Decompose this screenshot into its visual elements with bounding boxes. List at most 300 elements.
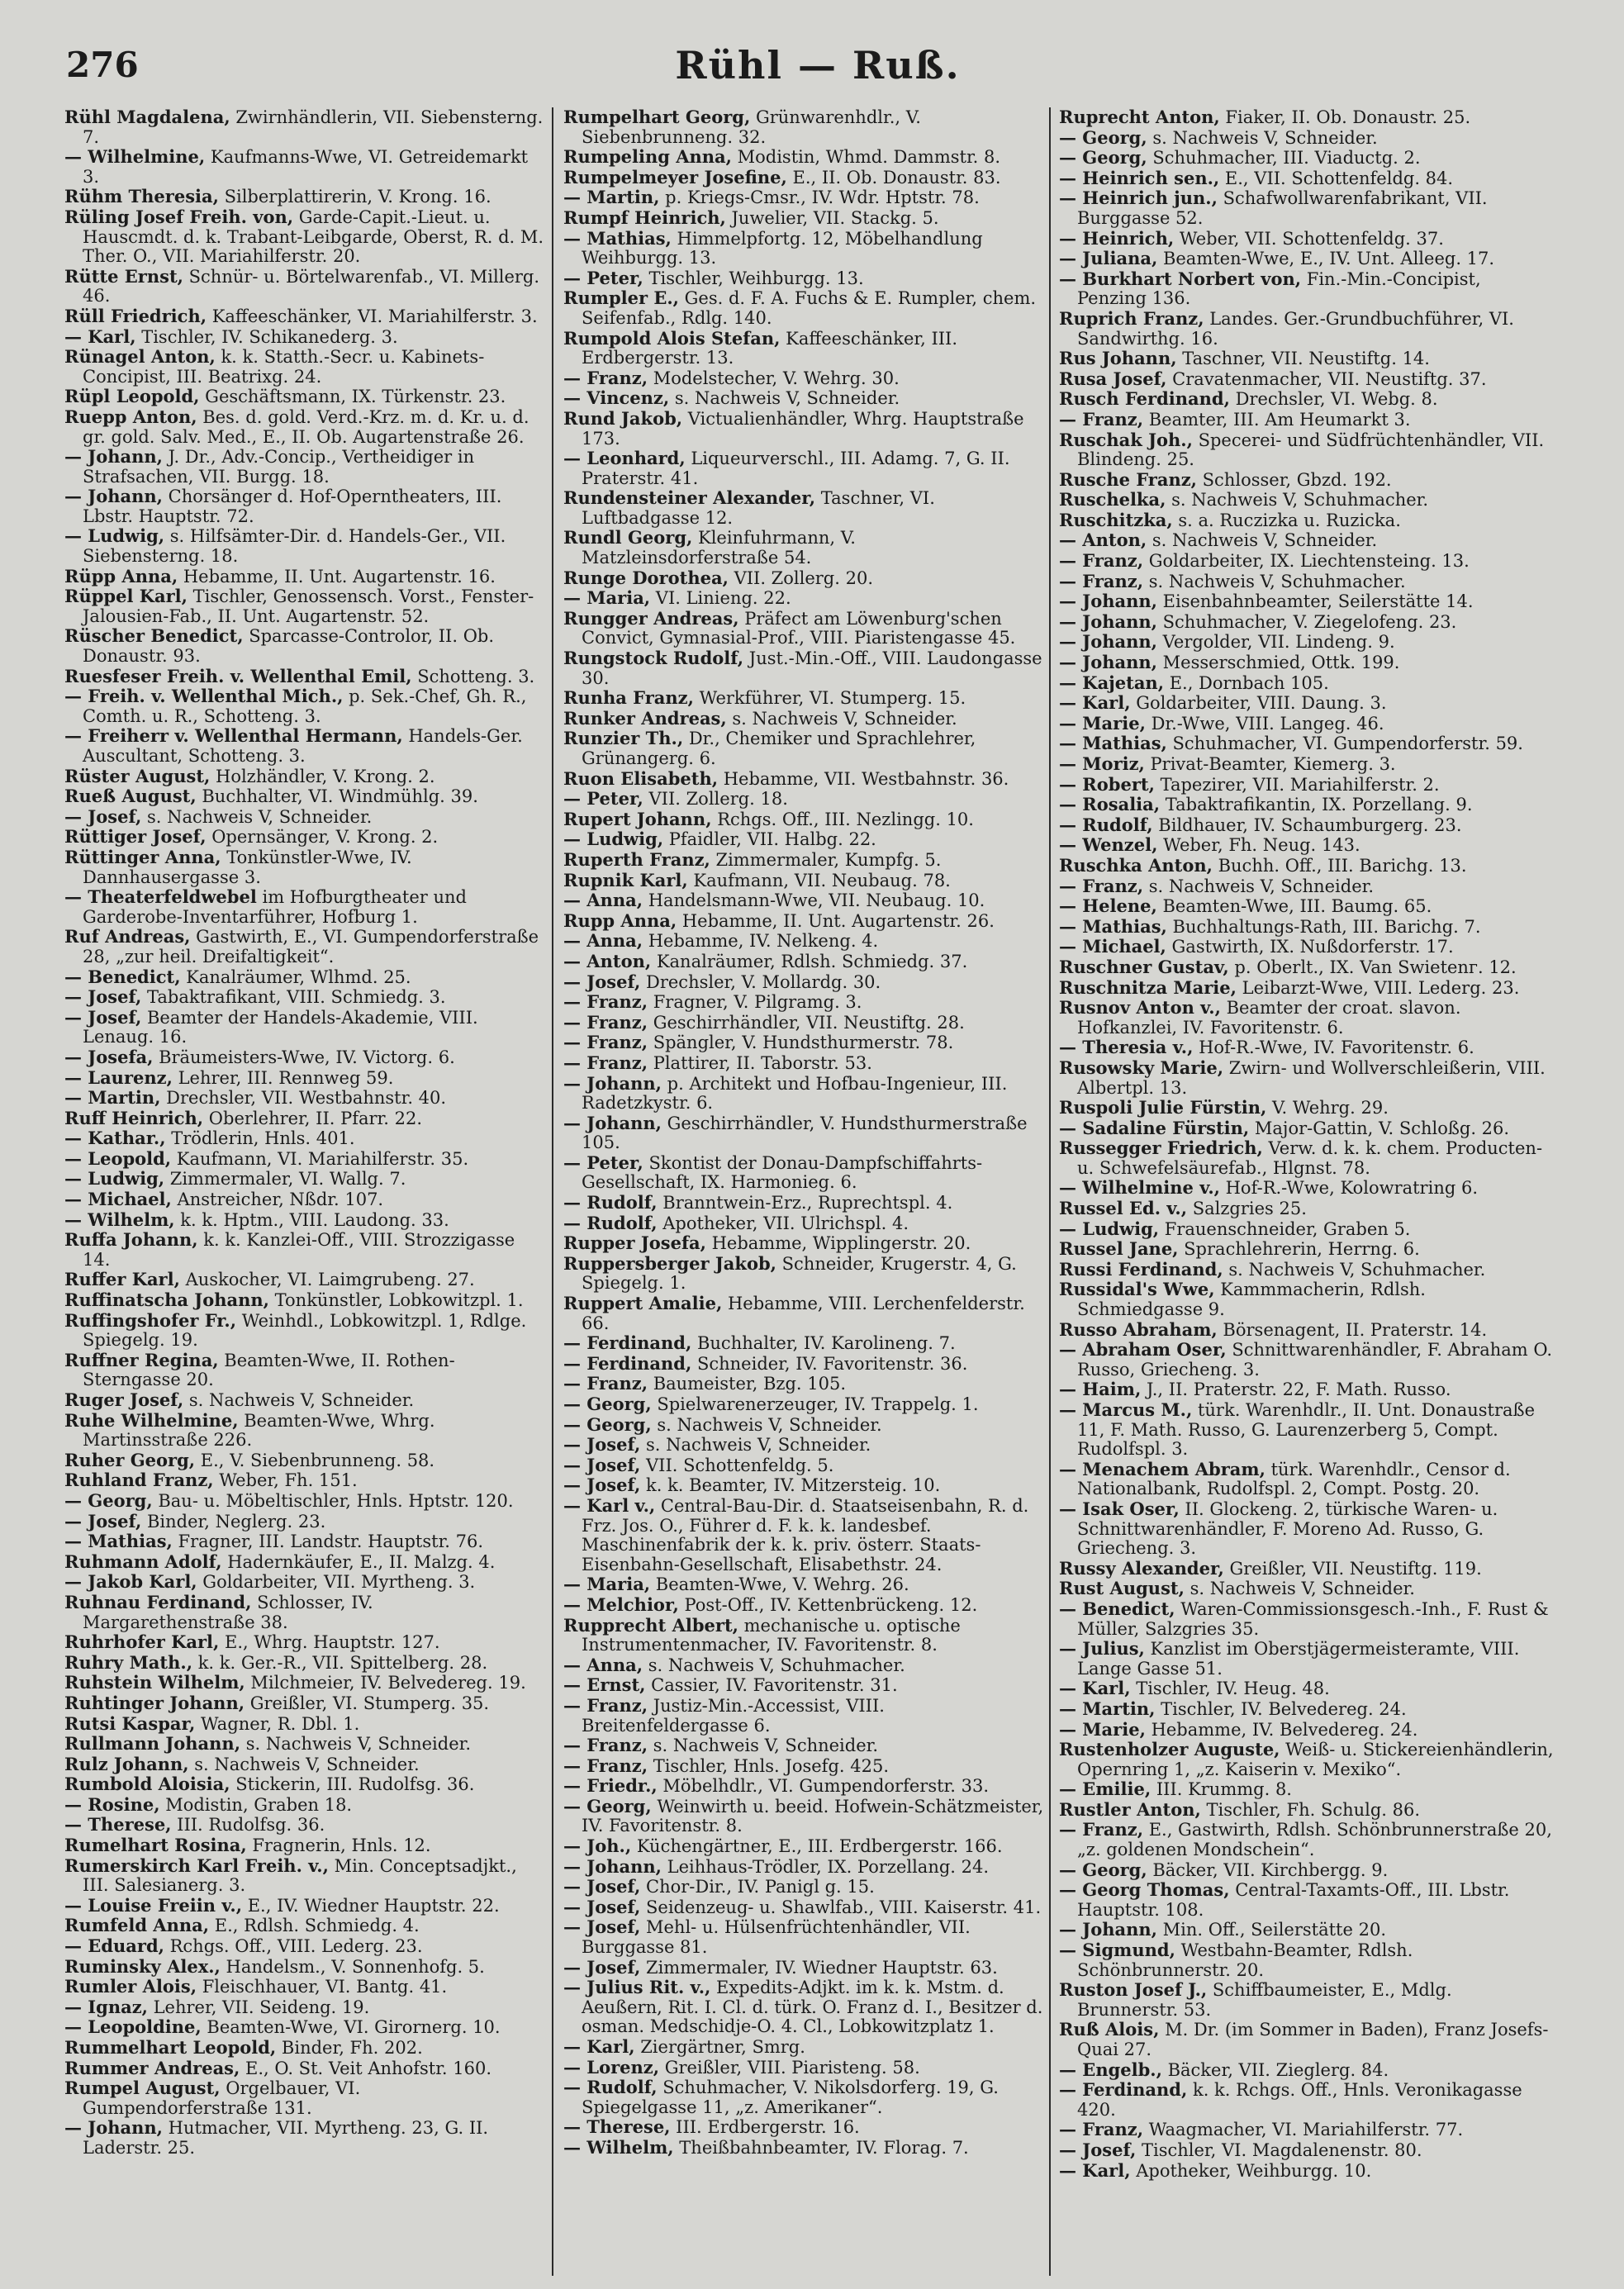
entry-name: Ruesfeser Freih. v. Wellenthal Emil, bbox=[64, 665, 412, 686]
directory-entry bbox=[64, 107, 548, 147]
entry-name: Ruschka Anton, bbox=[1059, 854, 1213, 876]
entry-name: — Georg, bbox=[563, 1394, 652, 1414]
entry-name: Rüll Friedrich, bbox=[64, 305, 207, 326]
entry-name: — Franz, bbox=[563, 1755, 648, 1776]
directory-entry bbox=[563, 1574, 1047, 1595]
entry-name: — Rudolf, bbox=[1059, 814, 1153, 835]
entry-name: — Leonhard, bbox=[563, 448, 686, 469]
entry-name: — Michael, bbox=[1059, 936, 1166, 957]
directory-entry bbox=[64, 1856, 548, 1896]
entry-details: Tabaktrafikantin, IX. Porzellang. 9. bbox=[1160, 795, 1473, 815]
directory-entry bbox=[563, 1114, 1047, 1153]
entry-name: Rusche Franz, bbox=[1059, 468, 1197, 490]
entry-details: Zimmermaler, IV. Wiedner Hauptstr. 63. bbox=[640, 1957, 998, 1978]
directory-entry bbox=[563, 329, 1047, 368]
entry-name: — Ferdinand, bbox=[563, 1332, 692, 1354]
directory-entry bbox=[563, 1776, 1047, 1797]
directory-entry bbox=[64, 626, 548, 666]
entry-details: Kaffeeschänker, VI. Mariahilferstr. 3. bbox=[207, 306, 538, 326]
directory-entry bbox=[563, 648, 1047, 688]
entry-name: Ruhtinger Johann, bbox=[64, 1692, 245, 1713]
directory-entry bbox=[563, 1374, 1047, 1394]
directory-entry bbox=[563, 1153, 1047, 1193]
entry-details: Milchmeier, IV. Belvedereg. 19. bbox=[245, 1673, 526, 1693]
directory-entry bbox=[563, 268, 1047, 289]
entry-details: Hof-R.-Wwe, Kolowratring 6. bbox=[1219, 1178, 1478, 1199]
directory-entry bbox=[64, 1411, 548, 1451]
directory-entry bbox=[563, 1354, 1047, 1375]
directory-entry bbox=[64, 207, 548, 267]
running-head: Rühl — Ruß. bbox=[675, 43, 961, 88]
entry-details: Tischler, VI. Magdalenenstr. 80. bbox=[1136, 2139, 1422, 2160]
directory-entry bbox=[64, 1957, 548, 1978]
entry-details: Chorsänger d. Hof-Operntheaters, III. Lbstr. Hauptstr. 72. bbox=[83, 487, 502, 526]
entry-name: — Franz, bbox=[563, 1694, 648, 1716]
directory-entry bbox=[563, 1435, 1047, 1456]
directory-entry bbox=[563, 1496, 1047, 1574]
entry-details: Tischler, Genossensch. Vorst., Fenster-Jalousien-Fab., II. Unt. Augartenstr. 52. bbox=[83, 586, 534, 626]
entry-name: — Wilhelm, bbox=[64, 1209, 175, 1230]
entry-name: — Josef, bbox=[563, 1896, 641, 1917]
entry-details: Beamten-Wwe, II. Rothen-Sterngasse 20. bbox=[83, 1350, 455, 1390]
entry-name: — Josef, bbox=[563, 1434, 641, 1456]
entry-details: s. a. Ruczizka u. Ruzicka. bbox=[1172, 510, 1401, 530]
entry-name: — Georg, bbox=[563, 1413, 652, 1435]
entry-details: Tischler, IV. Heug. 48. bbox=[1130, 1679, 1330, 1699]
entry-details: Sparcasse-Controlor, II. Ob. Donaustr. 93. bbox=[83, 626, 495, 667]
directory-entry bbox=[563, 2058, 1047, 2078]
entry-name: — Mathias, bbox=[64, 1531, 173, 1552]
directory-entry bbox=[563, 931, 1047, 952]
directory-entry bbox=[563, 1857, 1047, 1878]
entry-name: Ruppert Amalie, bbox=[563, 1293, 723, 1314]
entry-details: Tabaktrafikant, VIII. Schmiedg. 3. bbox=[141, 987, 446, 1008]
directory-entry bbox=[563, 1053, 1047, 1074]
entry-name: Runker Andreas, bbox=[563, 707, 727, 729]
entry-name: Ruschelka, bbox=[1059, 489, 1166, 511]
entry-name: Rustenholzer Auguste, bbox=[1059, 1739, 1280, 1760]
directory-entry bbox=[563, 168, 1047, 188]
entry-name: — Franz, bbox=[1059, 2119, 1144, 2140]
entry-details: s. Nachweis V, Schuhmacher. bbox=[1143, 571, 1406, 591]
directory-entry bbox=[1059, 128, 1555, 149]
entry-details: Just.-Min.-Off., VIII. Laudongasse 30. bbox=[582, 648, 1042, 688]
entry-name: — Josef, bbox=[563, 1956, 641, 1978]
entry-name: — Johann, bbox=[64, 446, 163, 468]
entry-details: Handels-Ger. Auscultant, Schotteng. 3. bbox=[83, 726, 523, 766]
entry-name: — Peter, bbox=[563, 788, 643, 810]
directory-entry bbox=[64, 686, 548, 726]
directory-entry bbox=[563, 1233, 1047, 1254]
directory-entry bbox=[64, 267, 548, 306]
directory-entry bbox=[563, 890, 1047, 911]
entry-details: Tischler, IV. Schikanederg. 3. bbox=[135, 326, 398, 347]
entry-name: Ruschnitza Marie, bbox=[1059, 976, 1237, 998]
entry-details: Verw. d. k. k. chem. Producten- u. Schwefelsäurefab., Hlgnst. 78. bbox=[1077, 1138, 1543, 1178]
directory-entry bbox=[563, 1013, 1047, 1033]
entry-name: — Franz, bbox=[563, 1373, 648, 1394]
directory-entry bbox=[1059, 693, 1555, 714]
directory-entry bbox=[1059, 1280, 1555, 1319]
entry-name: — Laurenz, bbox=[64, 1066, 173, 1088]
entry-details: Schotteng. 3. bbox=[411, 666, 535, 686]
entry-details: k. k. Hptm., VIII. Laudong. 33. bbox=[174, 1209, 449, 1230]
entry-details: Weinwirth u. beeid. Hofwein-Schätzmeister, IV. Favoritenstr. 8. bbox=[582, 1796, 1044, 1836]
entry-name: — Kajetan, bbox=[1059, 672, 1165, 693]
directory-entry bbox=[1059, 249, 1555, 269]
directory-entry bbox=[64, 2059, 548, 2079]
entry-name: — Franz, bbox=[563, 367, 648, 388]
directory-entry bbox=[563, 388, 1047, 409]
entry-details: Lehrer, VII. Seideng. 19. bbox=[147, 1997, 370, 2017]
entry-details: Beamter der Handels-Akademie, VIII. Lenaug. 16. bbox=[83, 1007, 478, 1047]
entry-name: Rüttiger Josef, bbox=[64, 826, 207, 848]
directory-entry bbox=[64, 347, 548, 387]
directory-entry bbox=[563, 188, 1047, 208]
entry-details: Waren-Commissionsgesch.-Inh., F. Rust & Müller, Salzgries 35. bbox=[1077, 1598, 1549, 1639]
entry-details: VI. Linieng. 22. bbox=[650, 588, 791, 609]
entry-details: Geschirrhändler, V. Hundsthurmerstraße 105. bbox=[582, 1113, 1028, 1153]
entry-details: E., IV. Wiedner Hauptstr. 22. bbox=[242, 1895, 500, 1916]
entry-name: — Kathar., bbox=[64, 1128, 166, 1149]
entry-details: Trödlerin, Hnls. 401. bbox=[165, 1128, 355, 1149]
entry-details: s. Nachweis V, Schneider. bbox=[183, 1390, 415, 1410]
directory-entry bbox=[1059, 2140, 1555, 2161]
entry-details: Schnittwarenhändler, F. Abraham O. Russo, Griecheng. 3. bbox=[1077, 1340, 1553, 1380]
directory-entry bbox=[64, 407, 548, 447]
entry-details: Greißler, VII. Neustiftg. 119. bbox=[1223, 1558, 1482, 1579]
directory-entry bbox=[1059, 876, 1555, 897]
entry-name: — Martin, bbox=[1059, 1698, 1156, 1719]
entry-name: Rüppel Karl, bbox=[64, 586, 188, 607]
entry-details: Branntwein-Erz., Ruprechtspl. 4. bbox=[657, 1193, 953, 1213]
entry-details: Kanalräumer, Wlhmd. 25. bbox=[180, 966, 411, 987]
entry-name: — Josef, bbox=[1059, 2139, 1137, 2160]
entry-name: — Michael, bbox=[64, 1189, 172, 1210]
directory-entry bbox=[1059, 998, 1555, 1038]
directory-entry bbox=[1059, 1740, 1555, 1779]
directory-entry bbox=[64, 1552, 548, 1573]
directory-entry bbox=[563, 972, 1047, 993]
entry-details: Goldarbeiter, VII. Myrtheng. 3. bbox=[197, 1572, 476, 1593]
entry-name: — Karl, bbox=[563, 2036, 635, 2057]
directory-entry bbox=[64, 767, 548, 787]
directory-entry bbox=[64, 327, 548, 348]
entry-details: Bes. d. gold. Verd.-Krz. m. d. Kr. u. d. gr. gold. Salv. Med., E., II. Ob. Augartenstraße 26. bbox=[83, 406, 529, 447]
entry-details: Werkführer, VI. Stumperg. 15. bbox=[693, 688, 966, 709]
entry-name: Russi Ferdinand, bbox=[1059, 1258, 1223, 1280]
entry-details: E., Dornbach 105. bbox=[1164, 672, 1329, 693]
entry-name: — Franz, bbox=[563, 1032, 648, 1053]
directory-entry bbox=[563, 1877, 1047, 1897]
entry-name: Rupp Anna, bbox=[563, 909, 677, 931]
entry-name: — Peter, bbox=[563, 267, 643, 288]
entry-name: — Sigmund, bbox=[1059, 1940, 1175, 1961]
entry-name: — Franz, bbox=[1059, 550, 1144, 572]
directory-entry bbox=[1059, 1199, 1555, 1219]
entry-details: Taschner, VII. Neustiftg. 14. bbox=[1176, 349, 1430, 369]
entry-details: Kaufmann, VI. Mariahilferstr. 35. bbox=[171, 1148, 469, 1169]
directory-entry bbox=[1059, 169, 1555, 189]
directory-entry bbox=[64, 586, 548, 626]
directory-entry bbox=[1059, 1559, 1555, 1579]
directory-entry bbox=[64, 306, 548, 327]
entry-name: — Vincenz, bbox=[563, 387, 670, 409]
entry-name: Runzier Th., bbox=[563, 728, 684, 749]
entry-details: Schuhmacher, V. Nikolsdorferg. 19, G. Spiegelgasse 11, „z. Amerikaner“. bbox=[582, 2078, 999, 2117]
entry-name: Russel Ed. v., bbox=[1059, 1198, 1188, 1219]
entry-name: Rumbold Aloisia, bbox=[64, 1774, 230, 1795]
directory-entry bbox=[1059, 1599, 1555, 1639]
directory-entry bbox=[563, 1696, 1047, 1736]
directory-entry bbox=[64, 1109, 548, 1129]
entry-details: k. k. Kanzlei-Off., VIII. Strozzigasse 14. bbox=[83, 1230, 515, 1270]
entry-name: Ruhrhofer Karl, bbox=[64, 1631, 220, 1653]
entry-details: k. k. Beamter, IV. Mitzersteig. 10. bbox=[640, 1475, 941, 1496]
entry-details: Fragner, III. Landstr. Hauptstr. 76. bbox=[172, 1532, 484, 1552]
entry-details: Central-Bau-Dir. d. Staatseisenbahn, R. d. Frz. Jos. O., Führer d. F. k. k. landesbef. Maschinenfabrik der k. k. priv. österr. Staats-Eisenbahn-Gesellschaft, Elisabethstr. 24. bbox=[582, 1495, 1029, 1574]
directory-entry bbox=[1059, 1779, 1555, 1800]
directory-entry bbox=[64, 1795, 548, 1816]
page-header bbox=[66, 40, 1569, 97]
directory-entry bbox=[563, 208, 1047, 229]
entry-details: Justiz-Min.-Accessist, VIII. Breitenfeldergasse 6. bbox=[582, 1695, 885, 1736]
entry-name: Rumpel August, bbox=[64, 2078, 221, 2099]
directory-entry bbox=[64, 2078, 548, 2118]
entry-name: Ruppersberger Jakob, bbox=[563, 1252, 776, 1274]
entry-name: — Ludwig, bbox=[64, 1168, 165, 1190]
directory-entry bbox=[563, 1978, 1047, 2037]
directory-entry bbox=[64, 1068, 548, 1089]
entry-details: s. Nachweis V, Schneider. bbox=[651, 1414, 882, 1435]
directory-entry bbox=[64, 526, 548, 566]
directory-entry bbox=[1059, 1320, 1555, 1341]
entry-name: Ruprich Franz, bbox=[1059, 307, 1204, 329]
directory-entry bbox=[1059, 1178, 1555, 1199]
entry-name: — Benedict, bbox=[1059, 1598, 1175, 1619]
entry-details: V. Wehrg. 29. bbox=[1266, 1098, 1389, 1118]
entry-details: Goldarbeiter, VIII. Daung. 3. bbox=[1130, 693, 1387, 714]
directory-entry bbox=[563, 1595, 1047, 1616]
entry-name: — Benedict, bbox=[64, 966, 181, 987]
directory-entry bbox=[1059, 1579, 1555, 1599]
directory-entry bbox=[1059, 2060, 1555, 2081]
entry-name: — Freiherr v. Wellenthal Hermann, bbox=[64, 725, 403, 747]
entry-details: Landes. Ger.-Grundbuchführer, VI. Sandwirthg. 16. bbox=[1077, 308, 1514, 349]
entry-details: Buchhaltungs-Rath, III. Barichg. 7. bbox=[1166, 916, 1481, 937]
directory-entry bbox=[563, 1415, 1047, 1436]
entry-details: Schuhmacher, V. Ziegelofeng. 23. bbox=[1156, 611, 1457, 632]
directory-entry bbox=[1059, 107, 1555, 128]
directory-entry bbox=[563, 911, 1047, 932]
entry-name: — Karl, bbox=[1059, 692, 1131, 714]
directory-entry bbox=[563, 1655, 1047, 1676]
entry-name: Rus Johann, bbox=[1059, 348, 1177, 369]
entry-name: — Georg, bbox=[64, 1489, 153, 1511]
entry-name: — Johann, bbox=[563, 1072, 662, 1094]
entry-details: Kaufmanns-Wwe, VI. Getreidemarkt 3. bbox=[83, 147, 529, 187]
entry-name: — Franz, bbox=[563, 1052, 648, 1073]
entry-name: — Sadaline Fürstin, bbox=[1059, 1117, 1250, 1138]
entry-name: — Anna, bbox=[563, 930, 643, 952]
entry-details: s. Nachweis V, Schuhmacher. bbox=[1166, 490, 1429, 511]
entry-details: Juwelier, VII. Stackg. 5. bbox=[725, 207, 939, 228]
directory-entry bbox=[64, 1008, 548, 1047]
entry-name: — Helene, bbox=[1059, 895, 1157, 917]
directory-entry bbox=[1059, 511, 1555, 531]
directory-entry bbox=[64, 848, 548, 887]
entry-name: Rumler Alois, bbox=[64, 1976, 197, 1997]
entry-name: — Franz, bbox=[563, 991, 648, 1013]
directory-entry bbox=[1059, 1499, 1555, 1559]
entry-name: Rullmann Johann, bbox=[64, 1733, 241, 1755]
entry-name: Ruschak Joh., bbox=[1059, 429, 1193, 450]
column-1 bbox=[64, 107, 548, 2276]
entry-details: s. Nachweis V, Schuhmacher. bbox=[643, 1655, 905, 1675]
entry-details: E., O. St. Veit Anhofstr. 160. bbox=[240, 2058, 492, 2078]
entry-details: E., II. Ob. Donaustr. 83. bbox=[786, 167, 1001, 188]
directory-entry bbox=[64, 1210, 548, 1231]
directory-entry bbox=[1059, 2080, 1555, 2120]
entry-name: — Georg, bbox=[1059, 126, 1147, 148]
entry-details: Kanalräumer, Rdlsh. Schmiedg. 37. bbox=[651, 951, 968, 971]
directory-entry bbox=[64, 1977, 548, 1997]
directory-entry bbox=[563, 568, 1047, 589]
entry-name: Ruston Josef J., bbox=[1059, 1979, 1208, 2001]
directory-entry bbox=[563, 2117, 1047, 2138]
directory-entry bbox=[1059, 269, 1555, 309]
entry-name: Rumelhart Rosina, bbox=[64, 1835, 247, 1856]
directory-entry bbox=[563, 1254, 1047, 1294]
entry-details: Mehl- u. Hülsenfrüchtenhändler, VII. Burggasse 81. bbox=[582, 1917, 971, 1958]
entry-name: — Josef, bbox=[563, 1475, 641, 1496]
entry-name: Ruf Andreas, bbox=[64, 926, 191, 947]
entry-name: Rütte Ernst, bbox=[64, 265, 183, 287]
entry-details: türk. Warenhdlr., Censor d. Nationalbank, Rudolfspl. 2, Compt. Postg. 20. bbox=[1077, 1459, 1511, 1499]
directory-entry bbox=[64, 1270, 548, 1290]
entry-name: Rüttinger Anna, bbox=[64, 846, 221, 867]
directory-entry bbox=[1059, 148, 1555, 169]
entry-details: Binder, Neglerg. 23. bbox=[141, 1511, 326, 1532]
entry-details: J., II. Praterstr. 22, F. Math. Russo. bbox=[1141, 1380, 1451, 1400]
entry-name: Rünagel Anton, bbox=[64, 346, 216, 368]
entry-name: — Franz, bbox=[1059, 570, 1144, 591]
entry-name: — Friedr., bbox=[563, 1775, 658, 1797]
entry-name: — Wilhelmine v., bbox=[1059, 1177, 1220, 1199]
directory-entry bbox=[563, 2138, 1047, 2158]
entry-name: — Ferdinand, bbox=[1059, 2079, 1188, 2101]
entry-details: Weiß- u. Stickereienhändlerin, Opernring 1, „z. Kaiserin v. Mexiko“. bbox=[1077, 1740, 1554, 1779]
entry-details: Weinhdl., Lobkowitzpl. 1, Rdlge. Spiegelg. 19. bbox=[83, 1310, 527, 1351]
directory-entry bbox=[64, 786, 548, 807]
directory-entry bbox=[1059, 612, 1555, 633]
directory-entry bbox=[1059, 229, 1555, 249]
entry-name: Rustler Anton, bbox=[1059, 1798, 1201, 1820]
entry-details: s. Nachweis V, Schneider. bbox=[640, 1435, 871, 1456]
directory-entry bbox=[1059, 1800, 1555, 1821]
directory-entry bbox=[1059, 714, 1555, 734]
entry-details: Leihhaus-Trödler, IX. Porzellang. 24. bbox=[661, 1856, 990, 1877]
entry-details: Beamter, III. Am Heumarkt 3. bbox=[1143, 409, 1411, 430]
directory-entry bbox=[1059, 896, 1555, 917]
entry-name: — Haim, bbox=[1059, 1379, 1142, 1400]
entry-details: Beamten-Wwe, VI. Girornerg. 10. bbox=[201, 2017, 501, 2038]
entry-details: Orgelbauer, VI. Gumpendorferstraße 131. bbox=[83, 2078, 361, 2118]
entry-details: Plattirer, II. Taborstr. 53. bbox=[648, 1052, 872, 1073]
directory-entry bbox=[64, 1693, 548, 1714]
entry-details: Dr., Chemiker und Sprachlehrer, Grünangerg. 6. bbox=[582, 729, 976, 768]
directory-entry bbox=[1059, 1639, 1555, 1679]
entry-details: Grünwarenhdlr., V. Siebenbrunneng. 32. bbox=[582, 107, 921, 147]
entry-details: VII. Zollerg. 20. bbox=[728, 568, 873, 588]
entry-name: Rumpelhart Georg, bbox=[563, 107, 751, 127]
entry-details: Specerei- und Südfrüchtenhändler, VII. Blindeng. 25. bbox=[1077, 430, 1545, 470]
entry-details: Fragnerin, Hnls. 12. bbox=[246, 1835, 431, 1856]
entry-name: — Anton, bbox=[563, 950, 652, 971]
entry-details: Kleinfuhrmann, V. Matzleinsdorferstraße 54. bbox=[582, 528, 856, 568]
directory-entry bbox=[1059, 856, 1555, 876]
directory-entry bbox=[563, 992, 1047, 1013]
page-number: 276 bbox=[66, 45, 139, 85]
entry-details: Pfaidler, VII. Halbg. 22. bbox=[663, 829, 876, 850]
directory-entry bbox=[1059, 309, 1555, 349]
entry-details: Drechsler, VII. Westbahnstr. 40. bbox=[160, 1088, 447, 1109]
entry-name: — Mathias, bbox=[563, 227, 672, 249]
entry-details: Spängler, V. Hundsthurmerstr. 78. bbox=[648, 1033, 954, 1053]
entry-name: — Maria, bbox=[563, 1574, 651, 1595]
entry-name: — Georg, bbox=[1059, 147, 1147, 169]
column-2 bbox=[563, 107, 1047, 2276]
directory-entry bbox=[64, 1632, 548, 1653]
entry-details: Tonkünstler, Lobkowitzpl. 1. bbox=[268, 1290, 524, 1311]
entry-details: Tischler, Weihburgg. 13. bbox=[643, 268, 864, 288]
entry-name: Ruspoli Julie Fürstin, bbox=[1059, 1097, 1267, 1118]
entry-details: Min. Off., Seilerstätte 20. bbox=[1156, 1920, 1386, 1940]
directory-entry bbox=[563, 409, 1047, 449]
entry-name: Ruschner Gustav, bbox=[1059, 956, 1229, 977]
directory-entry bbox=[1059, 1340, 1555, 1380]
entry-name: — Josef, bbox=[64, 986, 142, 1008]
entry-details: Eisenbahnbeamter, Seilerstätte 14. bbox=[1156, 591, 1474, 612]
directory-entry bbox=[563, 1193, 1047, 1213]
directory-entry bbox=[1059, 490, 1555, 511]
entry-name: Russegger Friedrich, bbox=[1059, 1137, 1263, 1159]
directory-entry bbox=[1059, 1058, 1555, 1098]
entry-details: s. Nachweis V, Schneider. bbox=[1184, 1579, 1415, 1599]
entry-name: — Joh., bbox=[563, 1835, 632, 1857]
directory-entry bbox=[1059, 1699, 1555, 1720]
entry-details: Modistin, Whmd. Dammstr. 8. bbox=[731, 147, 1001, 168]
entry-details: Apotheker, Weihburgg. 10. bbox=[1130, 2160, 1372, 2181]
entry-details: Victualienhändler, Whrg. Hauptstraße 173. bbox=[582, 408, 1024, 449]
entry-details: Gastwirth, IX. Nußdorferstr. 17. bbox=[1166, 937, 1454, 957]
entry-details: Rchgs. Off., VIII. Lederg. 23. bbox=[164, 1936, 423, 1957]
entry-name: — Josef, bbox=[64, 1006, 142, 1028]
directory-entry bbox=[64, 1190, 548, 1210]
entry-details: s. Nachweis V, Schneider. bbox=[240, 1734, 472, 1755]
entry-name: — Franz, bbox=[1059, 875, 1144, 896]
entry-details: s. Nachweis V, Schneider. bbox=[726, 708, 957, 729]
directory-entry bbox=[64, 1734, 548, 1755]
directory-entry bbox=[64, 1653, 548, 1674]
entry-details: Privat-Beamter, Kiemerg. 3. bbox=[1144, 754, 1396, 774]
directory-entry bbox=[1059, 1679, 1555, 1699]
entry-details: Beamten-Wwe, Whrg. Martinsstraße 226. bbox=[83, 1410, 435, 1451]
directory-entry bbox=[64, 1169, 548, 1190]
entry-details: p. Sek.-Chef, Gh. R., Comth. u. R., Schotteng. 3. bbox=[83, 686, 527, 726]
entry-details: k. k. Statth.-Secr. u. Kabinets-Concipist, III. Beatrixg. 24. bbox=[83, 347, 485, 387]
entry-name: — Rudolf, bbox=[563, 1192, 658, 1213]
